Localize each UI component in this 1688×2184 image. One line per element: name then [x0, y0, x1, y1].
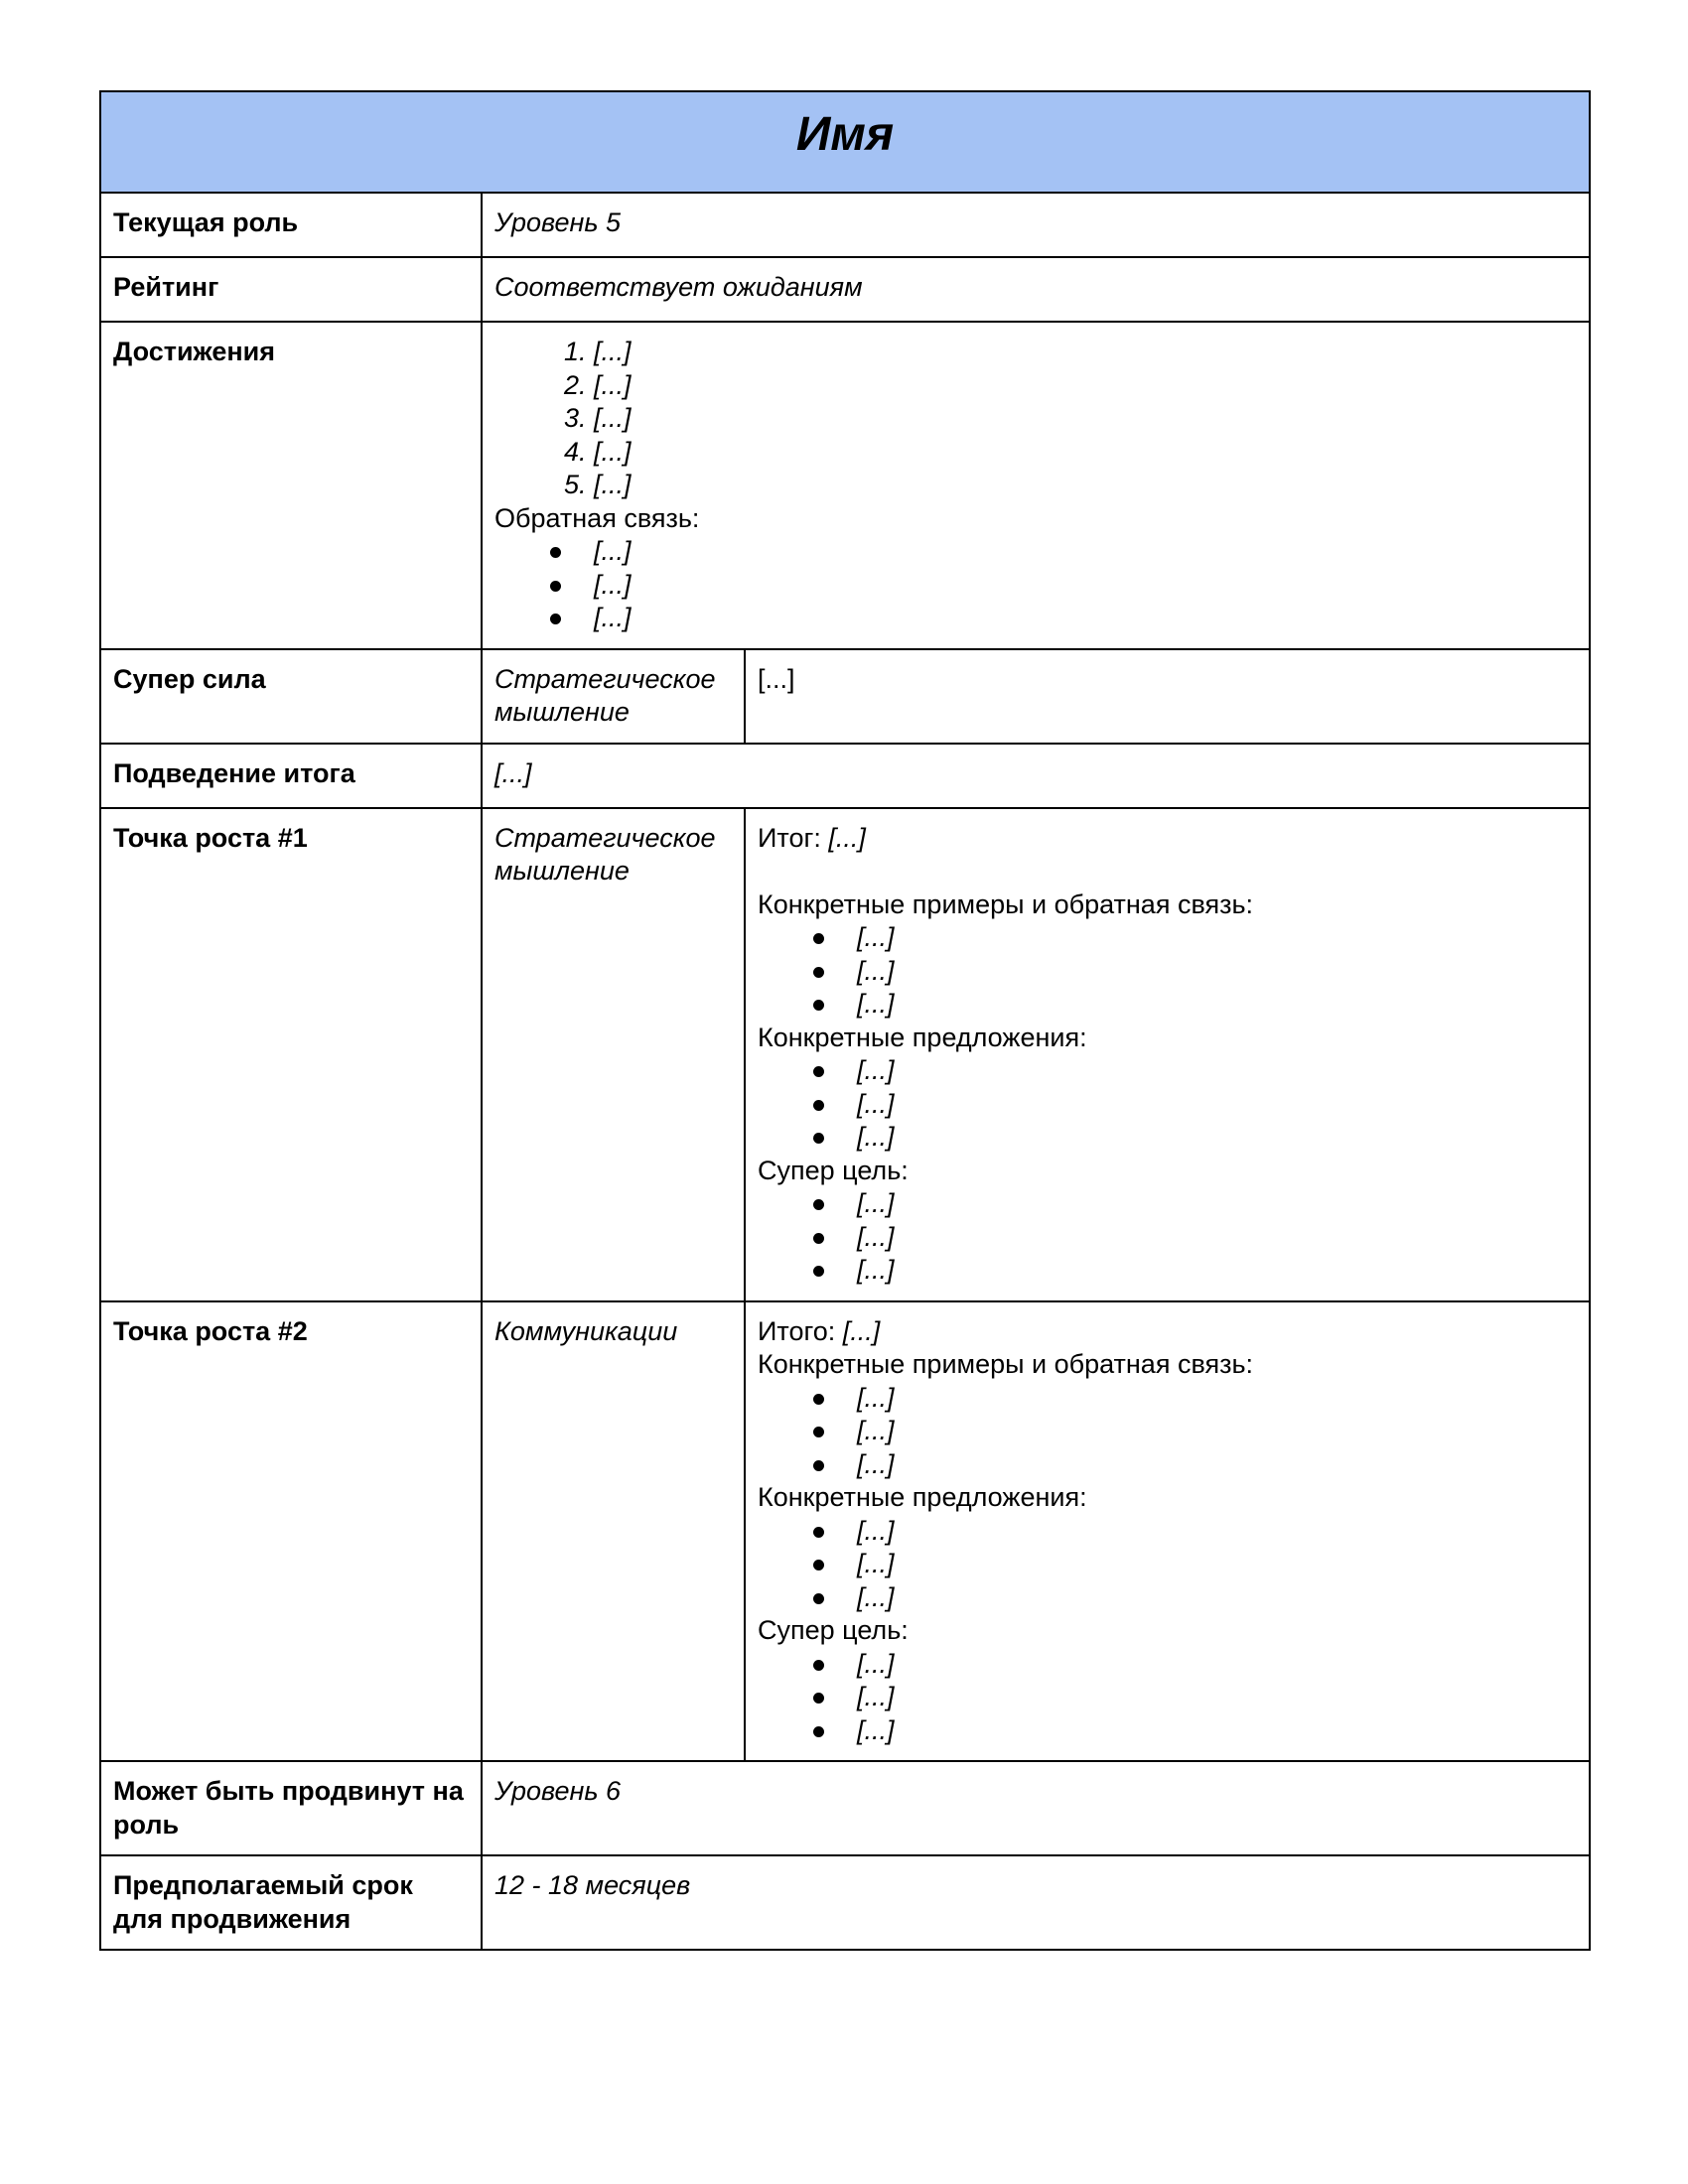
superpower-label: Супер сила [113, 663, 266, 694]
value-cell [482, 322, 1590, 649]
growth2-label: Точка роста #2 [113, 1315, 308, 1346]
goals-list [758, 1648, 1577, 1748]
list-item: [...] [857, 1714, 1577, 1748]
list-item: [...] [594, 535, 1577, 569]
superpower-value: [...] [758, 663, 795, 694]
row-rating [100, 257, 1590, 322]
label-cell [100, 1761, 482, 1855]
label-cell [100, 1301, 482, 1762]
label-cell [100, 808, 482, 1301]
category-cell [482, 649, 745, 744]
list-item: [...] [857, 1054, 1577, 1088]
list-item: [...] [857, 1187, 1577, 1221]
list-item: [...] [857, 1382, 1577, 1416]
examples-list [758, 1382, 1577, 1482]
growth1-label: Точка роста #1 [113, 822, 308, 853]
row-current-role [100, 193, 1590, 257]
row-timeline [100, 1855, 1590, 1950]
result-label: Итого: [758, 1315, 836, 1346]
achievements-label: Достижения [113, 337, 276, 366]
rating-value: Соответствует ожиданиям [494, 272, 863, 302]
result-value: [...] [842, 1315, 881, 1346]
list-item: [...] [857, 1681, 1577, 1714]
list-item: 3. [...] [594, 402, 1577, 436]
list-item: 1. [...] [594, 336, 1577, 369]
value-cell [482, 744, 1590, 808]
proposals-label: Конкретные предложения: [758, 1482, 1087, 1512]
achievements-list [494, 336, 1577, 502]
row-growth-1 [100, 808, 1590, 1301]
promotion-value: Уровень 6 [494, 1776, 622, 1806]
timeline-label: Предполагаемый срок для продвижения [113, 1870, 413, 1934]
row-growth-2 [100, 1301, 1590, 1762]
list-item: [...] [857, 1515, 1577, 1549]
label-cell [100, 257, 482, 322]
list-item: [...] [857, 955, 1577, 989]
category-cell [482, 1301, 745, 1762]
list-item: [...] [857, 988, 1577, 1022]
goal-label: Супер цель: [758, 1155, 909, 1185]
value-cell [482, 1761, 1590, 1855]
label-cell [100, 1855, 482, 1950]
list-item: 4. [...] [594, 436, 1577, 470]
proposals-list [758, 1515, 1577, 1615]
feedback-label: Обратная связь: [494, 502, 700, 533]
current-role-value: Уровень 5 [494, 207, 622, 237]
list-item: 5. [...] [594, 469, 1577, 502]
list-item: [...] [857, 1548, 1577, 1581]
review-table [99, 90, 1591, 1951]
list-item: [...] [857, 1254, 1577, 1288]
list-item: [...] [857, 1088, 1577, 1122]
promotion-label: Может быть продвинут на роль [113, 1776, 464, 1840]
label-cell [100, 322, 482, 649]
category-cell [482, 808, 745, 1301]
proposals-list [758, 1054, 1577, 1155]
rating-label: Рейтинг [113, 272, 219, 302]
value-cell [482, 1855, 1590, 1950]
list-item: [...] [857, 1221, 1577, 1255]
goals-list [758, 1187, 1577, 1288]
title-cell [100, 91, 1590, 193]
timeline-value: 12 - 18 месяцев [494, 1870, 691, 1900]
feedback-list [494, 535, 1577, 635]
value-cell [482, 257, 1590, 322]
list-item: [...] [857, 921, 1577, 955]
label-cell [100, 193, 482, 257]
list-item: [...] [857, 1648, 1577, 1682]
label-cell [100, 744, 482, 808]
row-achievements [100, 322, 1590, 649]
goal-label: Супер цель: [758, 1615, 909, 1645]
examples-label: Конкретные примеры и обратная связь: [758, 1349, 1254, 1379]
value-cell [482, 193, 1590, 257]
page-title: Имя [795, 108, 895, 161]
growth2-category: Коммуникации [494, 1315, 678, 1346]
label-cell [100, 649, 482, 744]
title-row [100, 91, 1590, 193]
summary-value: [...] [494, 757, 532, 788]
proposals-label: Конкретные предложения: [758, 1022, 1087, 1052]
list-item: [...] [857, 1581, 1577, 1615]
list-item: [...] [594, 602, 1577, 635]
row-summary [100, 744, 1590, 808]
value-cell [745, 808, 1590, 1301]
result-value: [...] [828, 822, 866, 853]
superpower-category: Стратегическое мышление [494, 663, 716, 727]
list-item: 2. [...] [594, 369, 1577, 403]
spacer [758, 855, 1577, 888]
growth1-category: Стратегическое мышление [494, 822, 716, 886]
list-item: [...] [857, 1448, 1577, 1482]
row-superpower [100, 649, 1590, 744]
value-cell [745, 649, 1590, 744]
examples-label: Конкретные примеры и обратная связь: [758, 888, 1254, 919]
row-promotion [100, 1761, 1590, 1855]
examples-list [758, 921, 1577, 1022]
list-item: [...] [857, 1121, 1577, 1155]
growth1-result [758, 822, 1577, 856]
summary-label: Подведение итога [113, 757, 355, 788]
result-label: Итог: [758, 822, 821, 853]
value-cell [745, 1301, 1590, 1762]
list-item: [...] [857, 1415, 1577, 1448]
current-role-label: Текущая роль [113, 207, 299, 237]
list-item: [...] [594, 569, 1577, 603]
growth2-result [758, 1315, 1577, 1349]
